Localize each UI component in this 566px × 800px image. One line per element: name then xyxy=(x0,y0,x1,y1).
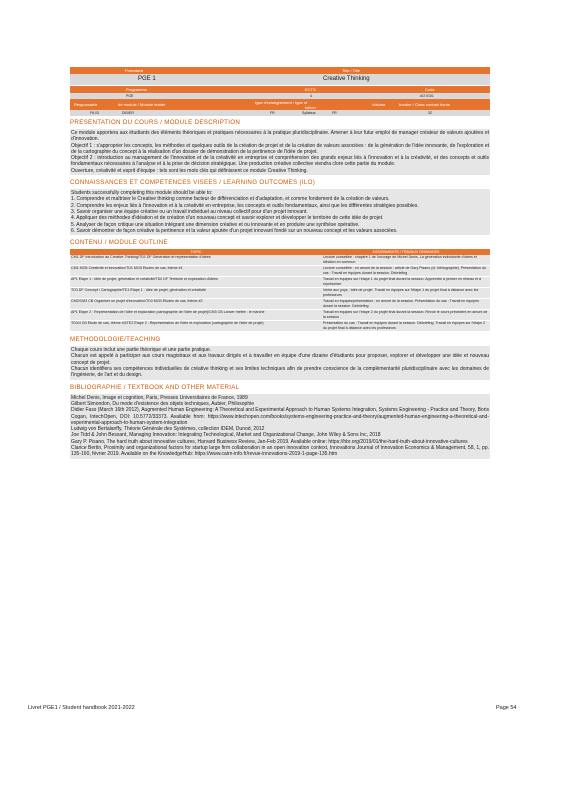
code-value: AO 0101 xyxy=(420,94,434,98)
assignment-cell: Vente aux jurys : Idée de projet. Travail en équipes sur l'étape 1 du projet final à distance avec les professeurs xyxy=(322,288,490,299)
assignment-cell: Lecture conseillée : en amont de la session : article de Gary Pisano (cf. bibliographie). Présentation du cas : Travail en équipes durant la session. Debriefing xyxy=(322,266,490,277)
programme-bar xyxy=(70,86,490,93)
syllabus-label: Syllabus: xyxy=(302,111,317,115)
tuition-type-label: type d'enseignement / type of xyxy=(255,100,308,105)
content-table xyxy=(70,249,490,332)
biblio-entry: Didier Fass (March 16th 2012), Augmented Human Engineering: A Theoretical and Experimental Approach to Human Systems Integration, Systems Engineering - Practice and Theory, Boris Cogan, IntechOpen, DOI: 10.5772/33373. Available from: https://www.intechopen.com/books/systems-engineering-practice-and-theory/augmented-human-engineering-a-theoretical-and-experimental-approach-to-human-system-integration xyxy=(71,407,489,426)
ects-value: 4 xyxy=(310,94,312,98)
title-row xyxy=(70,74,490,86)
presentation-text xyxy=(70,129,490,175)
volume-label: Volume xyxy=(372,102,386,107)
outcome-3: 3. Savoir organiser une équipe créative ou un travail individuel au niveau collectif pour d'un projet innovant. xyxy=(71,208,308,215)
responsable-value: FA 03 xyxy=(90,111,99,115)
biblio-entry: Clarice Bertin, Proximity and organizational factors for startup large firm collaboration in an open innovation context, Innovations Journal of Innovation Economics & Management, 58, 1, pp. 135-160, février 2019. Available on the KnowledgeHub: https://www.cairn-info.fr/revue-innovations-2019-1-page-135.htm xyxy=(71,445,489,458)
biblio-entry: Gilbert Simondon, Du mode d'existence des objets techniques, Aubier, Philosophie xyxy=(71,400,255,407)
table-row xyxy=(70,266,490,277)
assignment-cell: Lecture conseillée : chapitre 1 de l'ouvrage de Michel Denis, La génération individuelle d'idées et idéation en commun xyxy=(322,255,490,266)
presentation-heading: PRESENTATION DU COURS / MODULE DESCRIPTION xyxy=(70,119,241,126)
biblio-entry: Gary P. Pisano, The hard truth about innovative cultures, Harvard Business Review, Jan-Feb 2019. Available online: https://hbr.org/2019/01/the-hard-truth-about-innovative-cultures xyxy=(71,438,468,445)
biblio-entry: Ludwig von Bertalanffy, Théorie Générale des Systèmes, collection IDEM, Dunod, 2012 xyxy=(71,426,265,433)
module-code: PGE 1 xyxy=(138,76,156,82)
page-number: Page 54 xyxy=(496,705,517,711)
presentation-p1: Ce module apportera aux étudiants des éléments théoriques et pratiques nécessaires à la pratique pluridisciplinaire. Amener à leur futur emploi de manager créateur de valeurs ajoutées et d'innovation. xyxy=(71,130,489,143)
methodology-heading: METHODOLOGIE/TEACHING xyxy=(70,336,161,344)
topic-cell: TD3 DF Concept / Cartographie/TE1 Étape 1 : Idée de projet, génération et créativité xyxy=(70,288,322,299)
topic-cell: CM1 DF Introduction au Creative Thinking/TD1 DF Génération et représentation d'idées xyxy=(70,255,322,266)
assignment-cell: Présentation du cas : Travail en équipes durant la session. Debriefing. Travail en équipes sur l'étape 2 du projet final à distance avec les professeurs xyxy=(322,321,490,332)
responsable-bar xyxy=(70,99,490,110)
code-label: Code xyxy=(425,87,435,92)
table-row xyxy=(70,277,490,288)
outcomes-text xyxy=(70,189,490,235)
table-row xyxy=(70,321,490,332)
responsable-label: Responsable xyxy=(74,102,98,107)
outcome-1: 1. Comprendre et maîtriser le Creative thinking comme facteur de différenciation et d'adaptation, et comme fondement de la création de valeurs. xyxy=(71,196,390,203)
topic-cell: AP1 Étape 1 : Idée de projet, génération et créativité/TD2 DF Territoire et exploration d'idées xyxy=(70,277,322,288)
ects-label: ECTS xyxy=(305,87,316,92)
method-p1: Chaque cours inclut une partie théorique et une partie pratique. xyxy=(71,347,212,354)
outcome-2: 2. Comprendre les enjeux liés à l'innovation et à la créativité en entreprise, les concepts et outils fondamentaux, ainsi que les différentes stratégies possibles. xyxy=(71,202,419,209)
outcome-4: 4. Appliquer des méthodes d'idéation et de création d'un nouveau concept et savoir explorer et développer le territoire de cette idée de projet. xyxy=(71,215,384,222)
method-p3: Chacun identifiera ses compétences individuelles de créative thinking et ses limites techniques afin de prendre conscience de la complémentarité pluridisciplinaire avec les domaines de l'ingénierie, de l'art et du design. xyxy=(71,366,489,379)
table-row xyxy=(70,288,490,299)
table-row xyxy=(70,255,490,266)
bibliography-heading: BIBLIOGRAPHIE / TEXTBOOK AND OTHER MATERIAL xyxy=(70,383,240,391)
presentation-p3: Objectif 2 : introduction au management de l'innovation et de la créativité en entreprise et compréhension des grands enjeux liés à l'innovation et à la créativité, et des concepts et outils fondamentaux nécessaires à l'analyse et à la prise de décision stratégique. Une production créative collective viendra clore cette partie du module. xyxy=(71,155,489,168)
assignment-cell: Travail en équipes sur l'étape 1 du projet final durant la session. Apprendre à penser en réseau et à représenter xyxy=(322,277,490,288)
outcome-6: 6. Savoir démontrer de façon créative la pertinence et la valeur ajoutée d'un projet innovant fondé sur un nouveau concept et les valeurs associées. xyxy=(71,227,398,234)
method-p2: Chacun est appelé à participer aux cours magistraux et aux travaux dirigés et à travailler en équipe d'une dizaine d'étudiants pour proposer, explorer et développer une idée et nouveau concept de projet. xyxy=(71,353,489,366)
outcomes-heading: CONNAISSANCES ET COMPETENCES VISEES / LEARNING OUTCOMES (ILO) xyxy=(70,179,316,187)
programme-label: Programme xyxy=(126,87,147,92)
topic-cell: AP1 Étape 2 : Représentation de l'idée et exploration (cartographie de l'idée de projet)/CM3 CB Lancer mettre : le marché xyxy=(70,310,322,321)
title-label: Title / Title xyxy=(342,68,361,73)
tuition-label: tuition xyxy=(305,105,316,110)
module-title: Creative Thinking xyxy=(323,76,370,82)
topic-cell: CM2/CM3 CB Organiser un projet d'innovation/TD3 MCB Études de cas, thème #2 xyxy=(70,299,322,310)
assignment-cell: Travail en équipes/présentation : en amont de la session. Présentation du cas : Travail en équipes durant la session. Debriefing xyxy=(322,299,490,310)
module-sheet xyxy=(70,0,490,459)
module-leader-label: de module / Module leader xyxy=(118,102,166,107)
tuition-value: FR xyxy=(270,111,275,115)
hours-value: 32 xyxy=(428,111,432,115)
biblio-entry: Michel Denis, Image et cognition, Paris, Presses Universitaires de France, 1989 xyxy=(71,394,248,401)
outcome-5: 5. Analyser de façon critique une situation intégrant une dimension créative et ou innovante et en produire une synthèse opérative. xyxy=(71,221,360,228)
methodology-text xyxy=(70,346,490,379)
class-hours-label: horaire / Class contact hours xyxy=(399,102,450,107)
module-header xyxy=(70,67,490,116)
content-heading: CONTENU / MODULE OUTLINE xyxy=(70,239,168,247)
syllabus-value: FR xyxy=(332,111,337,115)
presentation-p2: Objectif 1 : s'approprier les concepts, les méthodes et quelques outils de la création de projet et de la création de valeurs associées : de la génération de l'idée innovante, de l'exploration et de la cartographie du concept à la réalisation d'un dossier de démonstration de la pertinence de l'idée de projet. xyxy=(71,142,489,155)
table-row xyxy=(70,299,490,310)
presentation-p4: Ouverture, créativité et esprit d'équipe : tels sont les mots clés qui définissent ce module Creative Thinking. xyxy=(71,167,308,174)
table-row xyxy=(70,310,490,321)
footer-handbook: Livret PGE1 / Student handbook 2021-2022 xyxy=(28,705,135,711)
assignments-header: ASSIGNMENTS / TRAVAUX DEMANDÉS xyxy=(322,249,490,255)
bibliography-text xyxy=(70,394,490,459)
programme-value: PGE xyxy=(126,94,134,98)
responsable-row xyxy=(70,110,490,116)
formation-bar xyxy=(70,67,490,74)
topic-header: TOPIC xyxy=(70,249,322,255)
assignment-cell: Travail en équipes sur l'étape 2 du projet final durant la session. Revoir le cours précédent en amont de la session xyxy=(322,310,490,321)
topic-cell: CM1 MCB Créativité et innovation/TD1 MCB Études de cas, thème #1 xyxy=(70,266,322,277)
biblio-entry: Joe Tidd & John Bessant, Managing Innovation: Integrating Technological, Market and Organizational Change, John Wiley & Sons Inc, 2018 xyxy=(71,432,381,439)
outcome-intro: Students successfully completing this module should be able to: xyxy=(71,190,213,197)
formation-label: Formation xyxy=(125,68,144,73)
leader-value: DIDIER xyxy=(122,111,134,115)
topic-cell: TD3/4 CB Étude de cas, thème #3/TE2 Étape 2 : Représentation de l'idée et exploration (cartographie de l'idée de projet) xyxy=(70,321,322,332)
